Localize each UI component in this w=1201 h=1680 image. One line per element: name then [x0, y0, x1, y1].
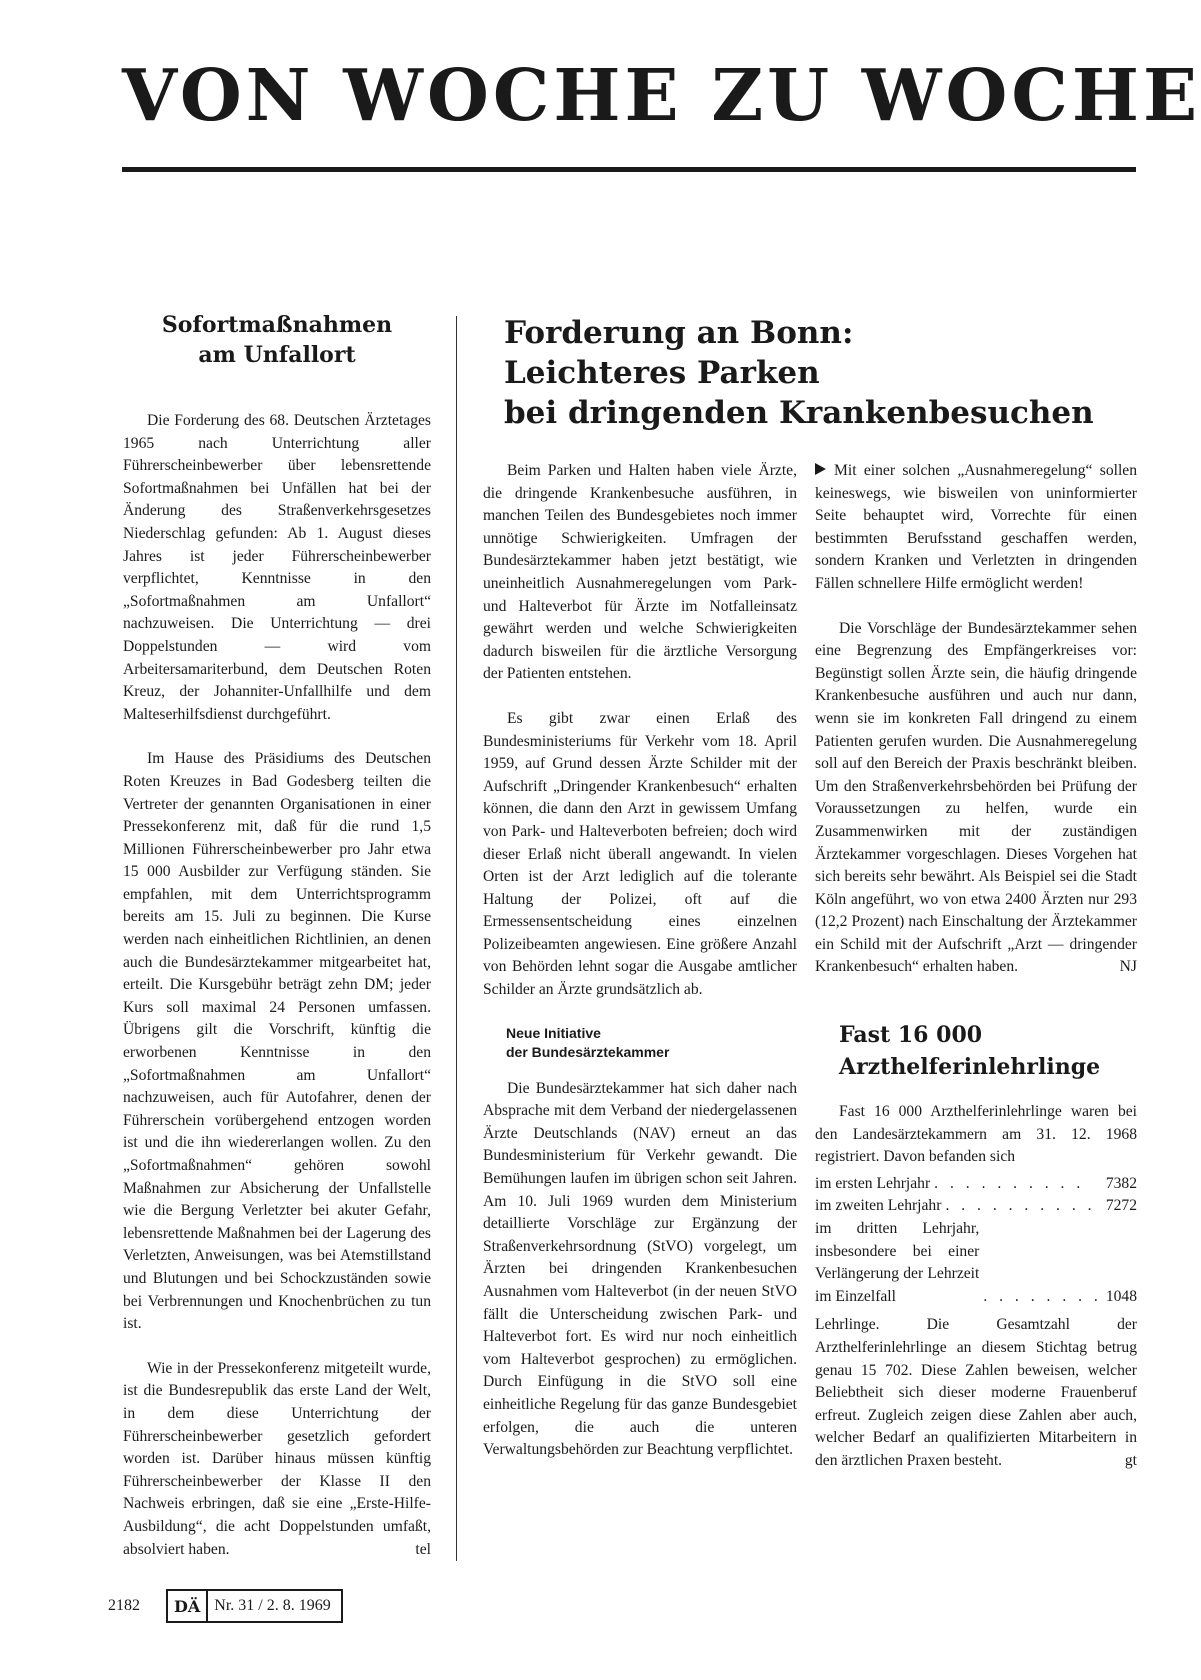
stat-value: 7272 — [1105, 1197, 1137, 1215]
masthead: VON WOCHE ZU WOCHE — [122, 53, 1201, 137]
box-title-line2: Arzthelferinlehrlinge — [839, 1054, 1101, 1081]
subhead-line1: Neue Initiative — [506, 1024, 601, 1041]
masthead-rule — [122, 167, 1136, 172]
main-article-col2 — [815, 460, 1137, 1495]
stat-label: im zweiten Lehrjahr — [815, 1197, 942, 1215]
page-footer — [108, 1590, 343, 1622]
left-paragraph-1: Die Forderung des 68. Deutschen Ärztetages 1965 nach Unterrichtung aller Führerscheinbewerber über lebensrettende Sofortmaßnahmen bei Unfällen hat bei der Änderung des Straßenverkehrsgesetzes Niederschlag gefunden: Ab 1. August dieses Jahres ist jeder Führerscheinbewerber verpflichtet, Kenntnisse in den „Sofortmaßnahmen am Unfallort“ nachzuweisen. Die Unterrichtung — drei Doppelstunden — wird vom Arbeitersamariterbund, dem Deutschen Roten Kreuz, der Johanniter-Unfallhilfe und dem Malteserhilfsdienst durchgeführt. — [123, 412, 431, 723]
main-paragraph-1: Beim Parken und Halten haben viele Ärzte, die dringende Krankenbesuche ausführen, in manchen Teilen des Bundesgebietes noch immer unnötige Schwierigkeiten. Umfragen der Bundesärztekammer haben jetzt bestätigt, wie uneinheitlich Ausnahmeregelungen vom Park- und Halteverbot für Ärzte im Notfalleinsatz gewährt werden und welche Schwierigkeiten dadurch bisweilen für die ärztliche Versorgung der Patienten entstehen. — [483, 462, 797, 683]
main-article-col1 — [483, 460, 797, 1484]
column-divider — [456, 316, 457, 1561]
left-signature: tel — [415, 1540, 431, 1558]
headline-line1: Forderung an Bonn: — [504, 315, 854, 351]
page-number: 2182 — [108, 1597, 140, 1614]
main-headline — [504, 313, 1136, 433]
box-title-line1: Fast 16 000 — [839, 1022, 983, 1049]
left-title-line2: am Unfallort — [198, 342, 356, 368]
headline-line3: bei dringenden Krankenbesuchen — [504, 395, 1094, 431]
stat-value: 1048 — [1105, 1287, 1137, 1305]
stat-label: im dritten Lehrjahr, insbesondere bei einer Verlängerung der Lehrzeit im Einzelfall — [815, 1220, 980, 1305]
leader-dots: . . . . . . . . . . — [945, 1197, 1096, 1215]
stats-list — [815, 1173, 1137, 1309]
main-paragraph-5-text: Die Vorschläge der Bundesärztekammer sehen eine Begrenzung des Empfängerkreises vor: Begünstigt sollen Ärzte sein, die häufig dringende Krankenbesuche ausführen und auch nur dann, wenn sie im konkreten Fall dringend zu einem Patienten gerufen wurden. Die Ausnahmeregelung soll auf den Bereich der Praxis beschränkt bleiben. Um den Straßenverkehrsbehörden bei Prüfung der Voraussetzungen zu helfen, wurde ein Zusammenwirken mit der zuständigen Ärztekammer vorgeschlagen. Dieses Vorgehen hat sich bereits sehr bewährt. Als Beispiel sei die Stadt Köln angeführt, wo von etwa 2400 Ärzten nur 293 (12,2 Prozent) nach Einschaltung der Ärztekammer ein Schild mit der Aufschrift „Arzt — dringender Krankenbesuch“ erhalten haben. — [815, 619, 1137, 976]
main-paragraph-4-text: Mit einer solchen „Ausnahmeregelung“ sollen keineswegs, wie bisweilen von uninformierter Seite behauptet wird, Vorrechte für einen bestimmten Berufsstand geschaffen werden, sondern Kranken und Verletzten in dringenden Fällen schnellere Hilfe ermöglicht werden! — [815, 462, 1137, 592]
stat-row — [815, 1195, 1137, 1218]
main-paragraph-2: Es gibt zwar einen Erlaß des Bundesministeriums für Verkehr vom 18. April 1959, auf Grund dessen Ärzte Schilder mit der Aufschrift „Dringender Krankenbesuch“ erhalten können, die dann den Arzt in gewissem Umfang von Park- und Halteverboten befreien; doch wird dieser Erlaß nicht überall angewandt. In vielen Orten ist der Arzt lediglich auf die tolerante Haltung der Polizei, oft auf die Ermessensentscheidung eines einzelnen Polizeibeamten angewiesen. Eine größere Anzahl von Behörden lehnt sogar die Ausgabe amtlicher Schilder an Ärzte grundsätzlich ab. — [483, 709, 797, 999]
main-paragraph-4 — [815, 460, 1137, 596]
arrow-icon — [815, 463, 826, 475]
left-paragraph-3 — [123, 1358, 431, 1561]
left-article-title — [123, 310, 431, 370]
box-article-body — [815, 1101, 1137, 1473]
leader-dots: . . . . . . . . — [983, 1287, 1102, 1305]
box-intro: Fast 16 000 Arzthelferinlehrlinge waren bei den Landesärztekammern am 31. 12. 1968 registriert. Davon befanden sich — [815, 1103, 1137, 1166]
leader-dots: . . . . . . . . . . — [934, 1174, 1085, 1192]
box-signature: gt — [1124, 1451, 1137, 1469]
journal-logo-box — [166, 1589, 343, 1623]
journal-logo: DÄ — [168, 1591, 208, 1621]
stat-row — [815, 1173, 1137, 1196]
box-article-title — [839, 1019, 1137, 1083]
main-paragraph-5 — [815, 618, 1137, 980]
box-outro — [815, 1314, 1137, 1472]
subheading — [506, 1024, 797, 1062]
main-paragraph-3: Die Bundesärztekammer hat sich daher nach Absprache mit dem Verband der niedergelassenen Ärzte Deutschlands (NAV) erneut an das Bundesministerium für Verkehr gewandt. Die Bemühungen laufen im übrigen schon seit Jahren. Am 10. Juli 1969 wurden dem Ministerium detaillierte Vorschläge zur Ergänzung der Straßenverkehrsordnung (StVO) vorgelegt, um Ärzten bei dringenden Krankenbesuchen Ausnahmen vom Halteverbot (in der neuen StVO fällt die Unterscheidung zwischen Park- und Halteverbot fort. Es wird nur noch einheitlich vom Halteverbot gesprochen) zu ermöglichen. Durch Einfügung in die StVO soll eine einheitliche Regelung für das ganze Bundesgebiet erfolgen, die auch die unteren Verwaltungsbehörden zur Beachtung verpflichtet. — [483, 1079, 797, 1459]
left-paragraph-2: Im Hause des Präsidiums des Deutschen Roten Kreuzes in Bad Godesberg teilten die Vertreter der genannten Organisationen in einer Pressekonferenz mit, daß für die rund 1,5 Millionen Führerscheinbewerber pro Jahr etwa 15 000 Ausbilder zur Verfügung ständen. Sie empfahlen, mit dem Unterrichtsprogramm bereits am 15. Juli zu beginnen. Die Kurse werden nach einheitlichen Richtlinien, an denen auch die Bundesärztekammer mitgearbeitet hat, erteilt. Die Kursgebühr beträgt zehn DM; jeder Kurs soll maximal 24 Personen umfassen. Übrigens gilt die Vorschrift, künftig die erworbenen Kenntnisse in den „Sofortmaßnahmen am Unfallort“ nachzuweisen, auch für Autofahrer, denen der Führerschein vorübergehend entzogen worden ist und die ihn wiedererlangen wollen. Zu den „Sofortmaßnahmen“ gehören sowohl Maßnahmen zur Absicherung der Unfallstelle wie die Bergung Verletzter bei akuter Gefahr, lebensrettende Maßnahmen bei der Lagerung des Verletzten, Anweisungen, was bei Atemstillstand und Blutungen und bei Schockzuständen sowie bei Verbrennungen und Knochenbrüchen zu tun ist. — [123, 750, 431, 1333]
stat-row — [815, 1218, 1137, 1308]
headline-line2: Leichteres Parken — [504, 355, 820, 391]
box-outro-text: Lehrlinge. Die Gesamtzahl der Arzthelferinlehrlinge an diesem Stichtag betrug genau 15 702. Diese Zahlen beweisen, welcher Beliebtheit sich dieser moderne Frauenberuf erfreut. Zugleich zeigen diese Zahlen aber auch, welcher Bedarf an qualifizierten Mitarbeitern in den ärztlichen Praxen besteht. — [815, 1316, 1137, 1469]
left-paragraph-3-text: Wie in der Pressekonferenz mitgeteilt wurde, ist die Bundesrepublik das erste Land der Welt, in dem diese Unterrichtung der Führerscheinbewerber gesetzlich gefordert worden ist. Darüber hinaus müssen künftig Führerscheinbewerber der Klasse II den Nachweis erbringen, daß sie eine „Erste-Hilfe-Ausbildung“, die acht Doppelstunden umfaßt, absolviert haben. — [123, 1359, 431, 1558]
stat-value: 7382 — [1105, 1174, 1137, 1192]
issue-info: Nr. 31 / 2. 8. 1969 — [214, 1597, 331, 1614]
stat-label: im ersten Lehrjahr — [815, 1174, 931, 1192]
left-article — [123, 310, 431, 1583]
main-signature: NJ — [1119, 958, 1137, 976]
subhead-line2: der Bundesärztekammer — [506, 1043, 670, 1060]
left-article-body — [123, 410, 431, 1561]
left-title-line1: Sofortmaßnahmen — [161, 312, 393, 338]
